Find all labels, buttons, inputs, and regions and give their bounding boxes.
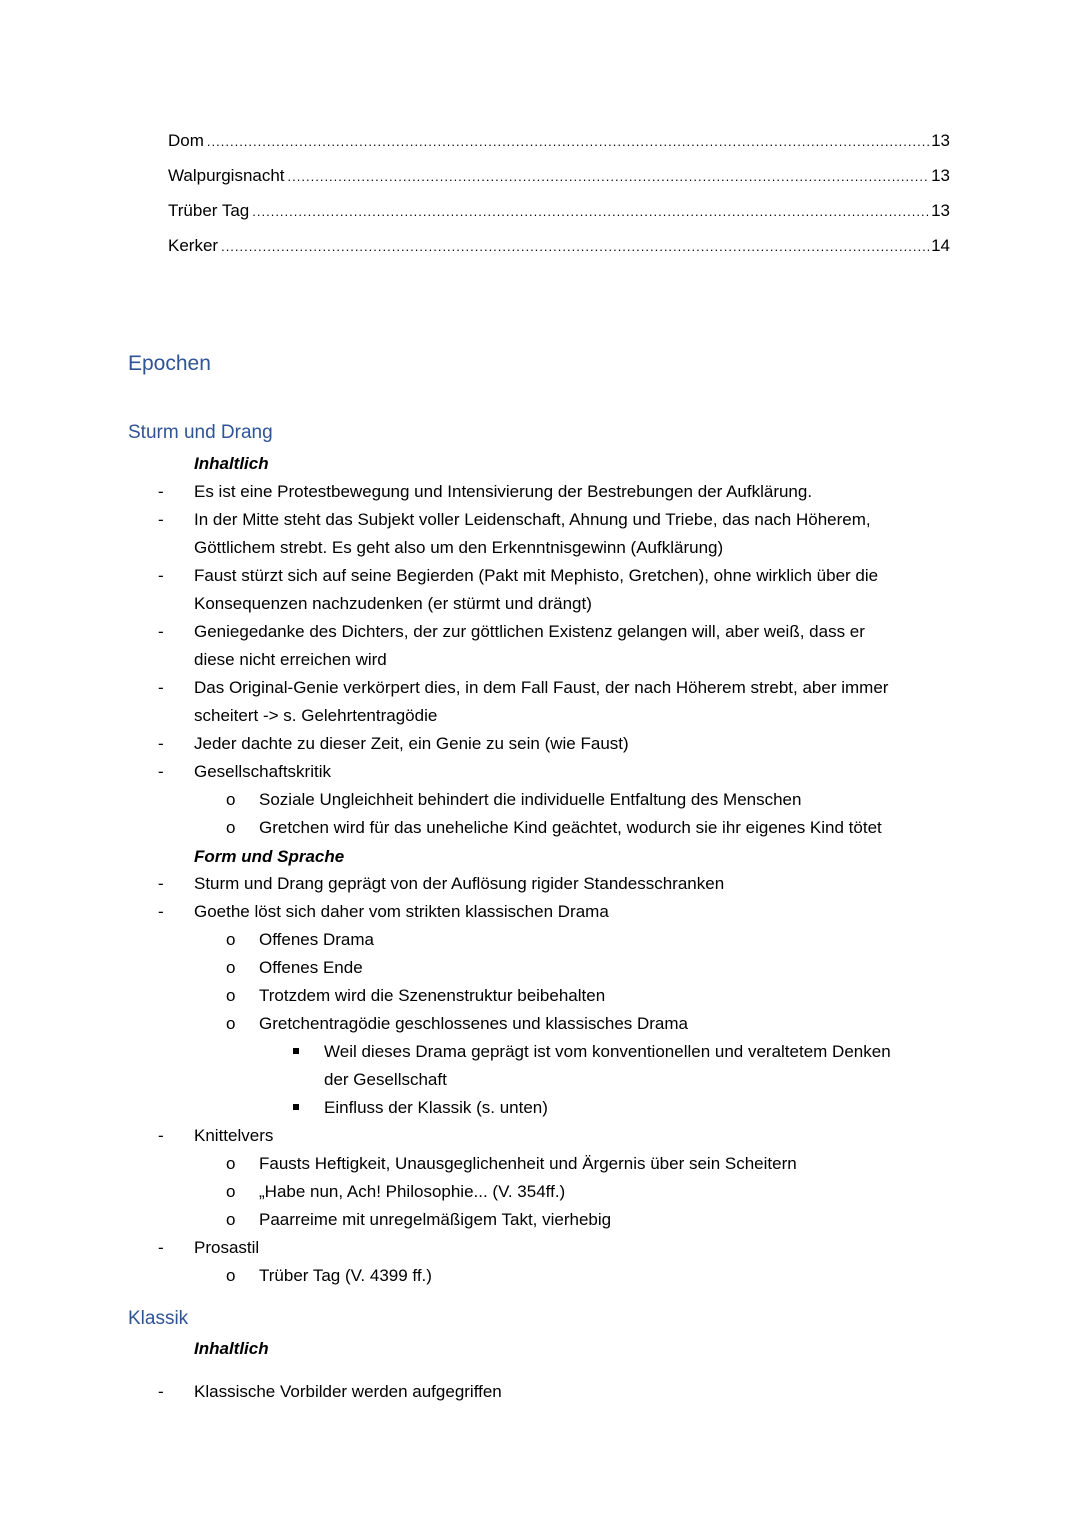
sub-sub-bullet-text-cont: der Gesellschaft: [324, 1070, 447, 1089]
toc-entry[interactable]: [168, 198, 950, 224]
subheading-inhaltlich: Inhaltlich: [194, 454, 269, 473]
bullet-circle: o: [226, 1154, 236, 1173]
bullet-text: Klassische Vorbilder werden aufgegriffen: [194, 1382, 502, 1401]
subheading-inhaltlich: Inhaltlich: [194, 1339, 269, 1358]
bullet-text-cont: Göttlichem strebt. Es geht also um den Erkenntnisgewinn (Aufklärung): [194, 538, 724, 557]
bullet-circle: o: [226, 986, 236, 1005]
toc-title: Trüber Tag: [168, 201, 250, 220]
bullet-dash: -: [158, 1126, 164, 1145]
sub-bullet-text: Paarreime mit unregelmäßigem Takt, vierhebig: [259, 1210, 612, 1229]
bullet-dash: -: [158, 874, 164, 893]
bullet-dash: -: [158, 1382, 164, 1401]
toc-title: Kerker: [168, 236, 219, 255]
toc-leader: [221, 234, 929, 260]
bullet-square: [293, 1104, 299, 1110]
sub-sub-bullet-text: Weil dieses Drama geprägt ist vom konventionellen und veraltetem Denken: [324, 1042, 891, 1061]
subheading-form-und-sprache: Form und Sprache: [194, 847, 345, 866]
bullet-dash: -: [158, 678, 164, 697]
bullet-dash: -: [158, 510, 164, 529]
bullet-text: In der Mitte steht das Subjekt voller Leidenschaft, Ahnung und Triebe, das nach Höherem,: [194, 510, 871, 529]
bullet-text: Prosastil: [194, 1238, 260, 1257]
toc-title: Walpurgisnacht: [168, 166, 285, 185]
bullet-circle: o: [226, 1210, 236, 1229]
sub-bullet-text: Gretchentragödie geschlossenes und klassisches Drama: [259, 1014, 689, 1033]
sub-sub-bullet-text: Einfluss der Klassik (s. unten): [324, 1098, 548, 1117]
bullet-dash: -: [158, 762, 164, 781]
bullet-dash: -: [158, 1238, 164, 1257]
bullet-text: Sturm und Drang geprägt von der Auflösung rigider Standesschranken: [194, 874, 725, 893]
sub-bullet-text: Offenes Drama: [259, 930, 374, 949]
bullet-text: Jeder dachte zu dieser Zeit, ein Genie zu sein (wie Faust): [194, 734, 629, 753]
bullet-text-cont: diese nicht erreichen wird: [194, 650, 387, 669]
bullet-circle: o: [226, 818, 236, 837]
toc-entry[interactable]: [168, 128, 950, 154]
bullet-text: Gesellschaftskritik: [194, 762, 331, 781]
bullet-square: [293, 1048, 299, 1054]
bullet-dash: -: [158, 734, 164, 753]
toc-title: Dom: [168, 131, 204, 150]
toc-page: 13: [931, 131, 950, 150]
toc-page: 13: [931, 166, 950, 185]
bullet-circle: o: [226, 1182, 236, 1201]
bullet-circle: o: [226, 958, 236, 977]
sub-bullet-text: Soziale Ungleichheit behindert die individuelle Entfaltung des Menschen: [259, 790, 802, 809]
section-heading-sturm-und-drang: Sturm und Drang: [128, 422, 273, 443]
bullet-dash: -: [158, 622, 164, 641]
sub-bullet-text: Offenes Ende: [259, 958, 363, 977]
bullet-dash: -: [158, 566, 164, 585]
section-heading-epochen: Epochen: [128, 352, 211, 375]
toc-leader: [252, 199, 929, 225]
bullet-dash: -: [158, 902, 164, 921]
toc-entry[interactable]: [168, 233, 950, 259]
bullet-text: Goethe löst sich daher vom strikten klassischen Drama: [194, 902, 609, 921]
toc-page: 13: [931, 201, 950, 220]
bullet-text: Es ist eine Protestbewegung und Intensivierung der Bestrebungen der Aufklärung.: [194, 482, 813, 501]
bullet-dash: -: [158, 482, 164, 501]
toc-leader: [207, 129, 929, 155]
sub-bullet-text: Trüber Tag (V. 4399 ff.): [259, 1266, 432, 1285]
sub-bullet-text: „Habe nun, Ach! Philosophie... (V. 354ff.): [259, 1182, 566, 1201]
sub-bullet-text: Trotzdem wird die Szenenstruktur beibehalten: [259, 986, 606, 1005]
bullet-text: Geniegedanke des Dichters, der zur göttlichen Existenz gelangen will, aber weiß, dass er: [194, 622, 865, 641]
bullet-text: Knittelvers: [194, 1126, 274, 1145]
sub-bullet-text: Fausts Heftigkeit, Unausgeglichenheit und Ärgernis über sein Scheitern: [259, 1154, 797, 1173]
bullet-circle: o: [226, 930, 236, 949]
toc-leader: [288, 164, 930, 190]
bullet-circle: o: [226, 790, 236, 809]
section-heading-klassik: Klassik: [128, 1308, 189, 1329]
bullet-text-cont: scheitert -> s. Gelehrtentragödie: [194, 706, 438, 725]
bullet-text: Das Original-Genie verkörpert dies, in dem Fall Faust, der nach Höherem strebt, aber immer: [194, 678, 889, 697]
bullet-text-cont: Konsequenzen nachzudenken (er stürmt und drängt): [194, 594, 592, 613]
toc-entry[interactable]: [168, 163, 950, 189]
toc-page: 14: [931, 236, 950, 255]
bullet-circle: o: [226, 1014, 236, 1033]
bullet-circle: o: [226, 1266, 236, 1285]
sub-bullet-text: Gretchen wird für das uneheliche Kind geächtet, wodurch sie ihr eigenes Kind tötet: [259, 818, 882, 837]
bullet-text: Faust stürzt sich auf seine Begierden (Pakt mit Mephisto, Gretchen), ohne wirklich über die: [194, 566, 879, 585]
